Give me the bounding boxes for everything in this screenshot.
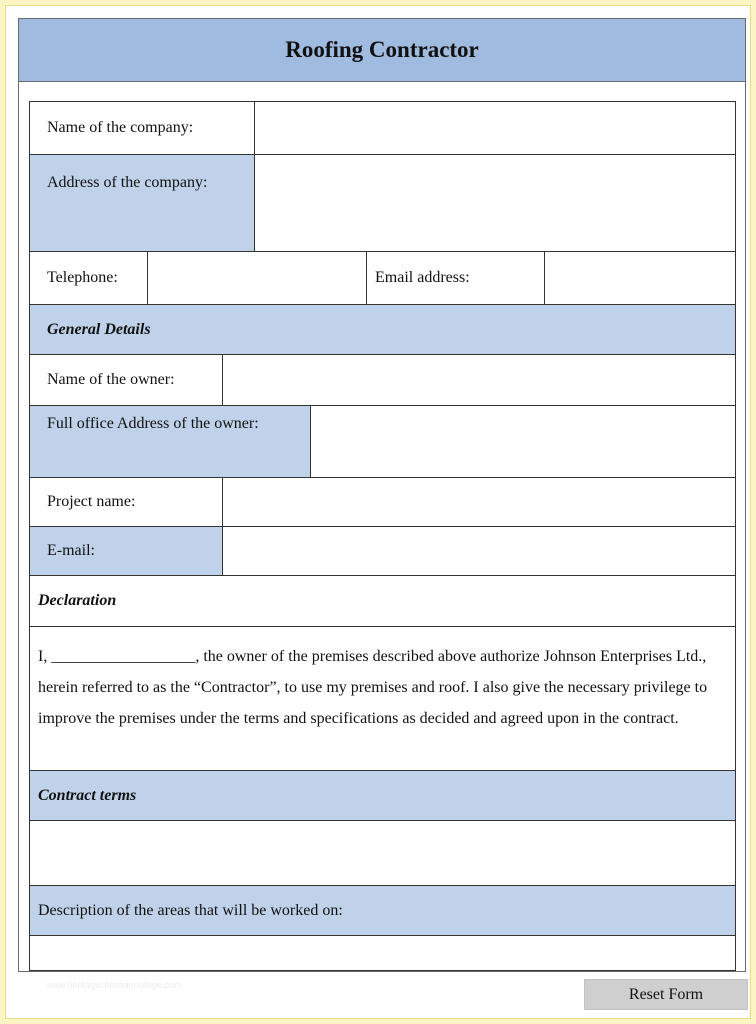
form-title: Roofing Contractor xyxy=(19,19,745,82)
row-email xyxy=(30,527,735,576)
row-project-name xyxy=(30,478,735,527)
areas-label: Description of the areas that will be worked on: xyxy=(38,901,343,919)
general-details-heading: General Details xyxy=(47,320,151,338)
email-address-input[interactable] xyxy=(544,252,735,304)
contract-terms-input[interactable] xyxy=(30,821,735,885)
company-name-input[interactable] xyxy=(254,102,735,154)
row-areas-input xyxy=(30,936,735,970)
project-name-input[interactable] xyxy=(222,478,735,526)
row-contract-terms-input xyxy=(30,821,735,886)
telephone-label: Telephone: xyxy=(47,269,118,286)
row-owner-name xyxy=(30,355,735,406)
section-declaration xyxy=(30,576,735,627)
reset-form-button[interactable]: Reset Form xyxy=(584,979,748,1010)
declaration-text: I, __________________, the owner of the premises described above authorize Johnson Enterprises Ltd., herein referred to as the “Contractor”, to use my premises and roof. I also give the necessary privilege to improve the premises under the terms and specifications as decided and agreed upon in the contract. xyxy=(38,648,708,727)
row-company-address xyxy=(30,155,735,252)
email-input[interactable] xyxy=(222,527,735,575)
section-general-details xyxy=(30,305,735,355)
telephone-input[interactable] xyxy=(147,252,366,304)
owner-address-label: Full office Address of the owner: xyxy=(30,406,310,477)
form-grid xyxy=(29,101,736,971)
project-name-label: Project name: xyxy=(47,493,136,510)
company-name-label: Name of the company: xyxy=(47,119,194,136)
contract-terms-heading: Contract terms xyxy=(38,786,137,804)
owner-name-label: Name of the owner: xyxy=(47,371,175,388)
row-owner-address xyxy=(30,406,735,478)
row-contact xyxy=(30,252,735,305)
areas-input[interactable] xyxy=(30,936,735,970)
row-company-name xyxy=(30,102,735,155)
row-declaration-text xyxy=(30,627,735,771)
watermark: www.heritagechristiancollege.com xyxy=(46,980,182,990)
section-contract-terms xyxy=(30,771,735,821)
email-label: E-mail: xyxy=(30,527,222,575)
owner-address-input[interactable] xyxy=(310,406,735,477)
row-areas-label xyxy=(30,886,735,936)
company-address-input[interactable] xyxy=(254,155,735,251)
email-address-label: Email address: xyxy=(366,252,544,304)
company-address-label: Address of the company: xyxy=(30,155,254,251)
form-frame xyxy=(18,18,746,972)
owner-name-input[interactable] xyxy=(222,355,735,405)
declaration-heading: Declaration xyxy=(38,592,117,609)
page xyxy=(5,5,751,1019)
